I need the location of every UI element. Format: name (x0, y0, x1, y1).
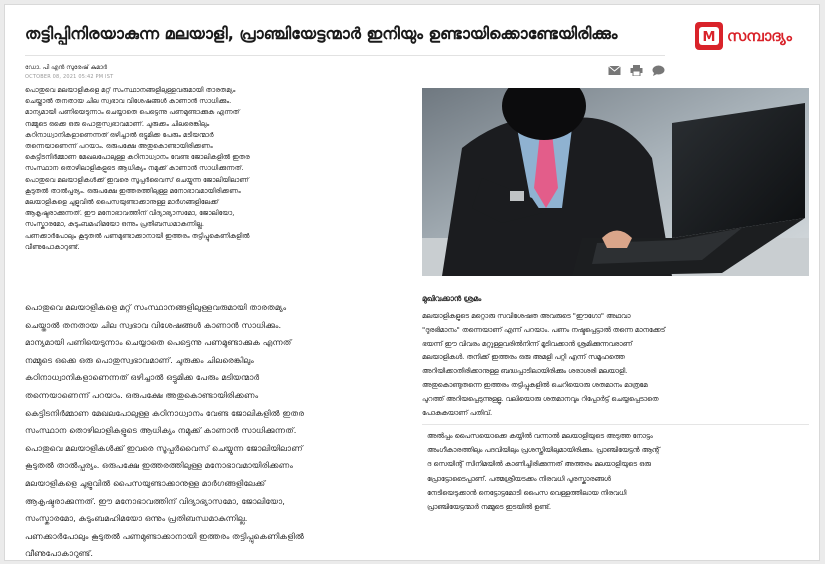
quote-line: നേടിയെടുക്കാൻ നെട്ടോട്ടമോടി പൈസ വെള്ളത്തിലായ നിരവധി (427, 488, 627, 497)
article-body-right (422, 310, 809, 420)
body-line: സംസ്കാരമോ, കുടുംബമഹിമയോ ഒന്നും പ്രതിബന്ധമാകുന്നില്ല. (25, 220, 205, 229)
body-line: പൊതുവെ മലയാളികളെ മറ്റ് സംസ്ഥാനങ്ങളിലുള്ളവരുമായി താരതമ്യം (25, 86, 236, 94)
body-line: ചെയ്താൽ തനതായ ചില സ്വഭാവ വിശേഷങ്ങൾ കാണാൻ സാധിക്കും. (25, 97, 232, 106)
body-line: ഭയന്ന് ഈ വിവരം മറ്റുള്ളവരിൽനിന്ന് മൂടിവക്കാൻ ശ്രമിക്കുന്നവരാണ് (422, 339, 633, 348)
body-line: നമ്മുടെ ഒക്കെ ഒരു പൊതുസ്വഭാവമാണ്. ചുരുക്കം ചിലരെങ്കിലും (25, 119, 210, 128)
header-divider (25, 55, 665, 56)
body-line: അതുകൊണ്ടുതന്നെ ഇത്തരം തട്ടിപ്പുകളിൽ ചെറിയൊരു ശതമാനം മാത്രമേ (422, 380, 648, 389)
body-line: കഠിനാധ്വാനികളാണെന്നത് ഒഴിച്ചാൽ ഒട്ടുമിക്ക പേരും മടിയന്മാർ (25, 130, 214, 139)
article-page (4, 4, 820, 561)
masked-man-laptop-image (422, 88, 809, 276)
body-line: ആകൃഷ്ടരാക്കുന്നത്. ഈ മനോഭാവത്തിന് വിദ്യാഭ്യാസമോ, ജോലിയോ, (25, 209, 235, 218)
section-divider (422, 424, 809, 425)
logo-m-icon (698, 26, 720, 46)
quote-line: പ്രോട്ടോടൈപ്പാണ്. പത്മശ്രീയടക്കം നിരവധി പുരസ്കാരങ്ങൾ (427, 474, 611, 483)
article-headline: തട്ടിപ്പിനിരയാകുന്ന മലയാളി, പ്രാഞ്ചിയേട്ടന്മാർ ഇനിയും ഉണ്ടായിക്കൊണ്ടേയിരിക്കും (25, 24, 618, 43)
body-line: സംസ്ഥാന തൊഴിലാളികളുടെ ആധിക്യം നമുക്ക് കാണാൻ സാധിക്കുന്നത്. (25, 425, 297, 436)
quote-line: പ്രാഞ്ചിയേട്ടന്മാർ നമ്മുടെ ഇടയിൽ ഉണ്ട്. (427, 503, 551, 512)
body-line: അറിയിക്കാതിരിക്കാനുള്ള ബദ്ധപ്പാടിലായിരിക്കും ശരാശരി മലയാളി. (422, 367, 628, 376)
body-line: വീണുപോകാറുണ്ട്. (25, 242, 80, 251)
body-line: പൊതുവെ മലയാളികൾക്ക് ഇവരെ സൂപ്പർവൈസ് ചെയ്യുന്ന ജോലിയിലാണ് (25, 175, 249, 184)
body-line: പൊതുവെ മലയാളികളെ മറ്റ് സംസ്ഥാനങ്ങളിലുള്ളവരുമായി താരതമ്യം (25, 302, 287, 312)
body-line: ചെയ്താൽ തനതായ ചില സ്വഭാവ വിശേഷങ്ങൾ കാണാൻ സാധിക്കും. (25, 319, 282, 330)
site-logo[interactable] (695, 22, 792, 50)
body-line: കൂടുതൽ താൽപ്പര്യം. ഒരുപക്ഷേ ഇത്തരത്തിലുള്ള മനോഭാവമായിരിക്കണം (25, 186, 241, 195)
quote-line: അൽപ്പം പൈസയൊക്കെ കയ്യിൽ വന്നാൽ മലയാളിയുടെ അടുത്ത നോട്ടം (427, 432, 653, 440)
article-photo[interactable] (422, 88, 809, 276)
comment-icon[interactable] (652, 65, 665, 76)
body-line: "ദുരഭിമാനം" തന്നെയാണ് എന്ന് പറയാം. പണം നഷ്ടപ്പെട്ടാൽ തന്നെ മാനക്കേട് (422, 325, 666, 334)
body-line: സംസ്കാരമോ, കുടുംബമഹിമയോ ഒന്നും പ്രതിബന്ധമാകുന്നില്ല. (25, 513, 248, 524)
body-line: മലയാളികൾ. തനിക്ക് ഇത്തരം ഒരു അമളി പറ്റി എന്ന് സമൂഹത്തെ (422, 353, 625, 362)
body-line: പുറത്ത് അറിയപ്പെടുന്നുള്ളൂ. വലിയൊരു ശതമാനവും റിപ്പോർട്ട് ചെയ്യപ്പെടാതെ (422, 394, 659, 403)
body-line: പൊതുവെ മലയാളികൾക്ക് ഇവരെ സൂപ്പർവൈസ് ചെയ്യുന്ന ജോലിയിലാണ് (25, 442, 303, 453)
body-line: തന്നെയാണെന്ന് പറയാം. ഒരുപക്ഷേ അതുകൊണ്ടായിരിക്കണം (25, 389, 259, 400)
body-line: കഠിനാധ്വാനികളാണെന്നത് ഒഴിച്ചാൽ ഒട്ടുമിക്ക പേരും മടിയന്മാർ (25, 372, 260, 383)
body-line: മലയാളികളുടെ മറ്റൊരു സവിശേഷത അവരുടെ "ഈഗോ" അഥവാ (422, 312, 631, 320)
mail-icon[interactable] (608, 65, 621, 76)
body-line: കെട്ടിടനിർമ്മാണ മേഖലപോലുള്ള കഠിനാധ്വാനം വേണ്ട ജോലികളിൽ ഇതര (25, 407, 305, 418)
publish-date: OCTOBER 08, 2021 05:42 PM IST (25, 74, 114, 80)
share-toolbar (608, 65, 665, 76)
logo-letter: M (702, 30, 716, 45)
print-icon[interactable] (630, 65, 643, 76)
body-line: മലയാളികളെ ചുളുവിൽ പൈസയുണ്ടാക്കാനുള്ള മാർഗങ്ങളിലേക്ക് (25, 477, 266, 488)
body-line: കെട്ടിടനിർമ്മാണ മേഖലപോലുള്ള കഠിനാധ്വാനം വേണ്ട ജോലികളിൽ ഇതര (25, 153, 250, 162)
body-line: പണക്കാർപോലും കൂടുതൽ പണമുണ്ടാക്കാനായി ഇത്തരം തട്ടിപ്പുകെണികളിൽ (25, 530, 304, 541)
body-line: സംസ്ഥാന തൊഴിലാളികളുടെ ആധിക്യം നമുക്ക് കാണാൻ സാധിക്കുന്നത്. (25, 164, 244, 173)
body-line: മലയാളികളെ ചുളുവിൽ പൈസയുണ്ടാക്കാനുള്ള മാർഗങ്ങളിലേക്ക് (25, 198, 219, 207)
logo-text: സമ്പാദ്യം (727, 27, 792, 45)
body-line: മാന്യമായി പണിയെടുന്നാം ചെയ്യാതെ പെട്ടെന്നു പണമുണ്ടാക്കുക എന്നത് (25, 337, 292, 348)
logo-mark (695, 22, 723, 50)
author-name: ഡോ. പി എൻ സുരേഷ് കുമാർ (25, 64, 108, 71)
body-line: മാന്യമായി പണിയെടുന്നാം ചെയ്യാതെ പെട്ടെന്നു പണമുണ്ടാക്കുക എന്നത് (25, 108, 240, 117)
pull-quote (427, 429, 805, 514)
body-line: കൂടുതൽ താൽപ്പര്യം. ഒരുപക്ഷേ ഇത്തരത്തിലുള്ള മനോഭാവമായിരിക്കണം (25, 460, 293, 471)
photo-caption: മുഖിവക്കാൻ ശ്രമം (422, 294, 482, 303)
body-line: തന്നെയാണെന്ന് പറയാം. ഒരുപക്ഷേ അതുകൊണ്ടായിരിക്കണം (25, 142, 213, 151)
quote-line: ദ സെയിന്റ് സിനിമയിൽ കാണിച്ചിരിക്കുന്നത് അത്തരം മലയാളിയുടെ ഒരു (427, 460, 651, 469)
quote-line: അംഗീകാരത്തിലും പദവിയിലും പ്രശസ്തിയിലുമായിരിക്കും. പ്രാഞ്ചിയേട്ടൻ ആന്റ് (427, 446, 660, 455)
body-line: വീണുപോകാറുണ്ട്. (25, 548, 93, 559)
article-body-large (25, 299, 403, 563)
body-line: ആകൃഷ്ടരാക്കുന്നത്. ഈ മനോഭാവത്തിന് വിദ്യാഭ്യാസമോ, ജോലിയോ, (25, 495, 285, 506)
body-line: പോകുകയാണ് പതിവ്. (422, 408, 493, 417)
body-line: പണക്കാർപോലും കൂടുതൽ പണമുണ്ടാക്കാനായി ഇത്തരം തട്ടിപ്പുകെണികളിൽ (25, 231, 250, 240)
article-body-small (25, 85, 403, 253)
body-line: നമ്മുടെ ഒക്കെ ഒരു പൊതുസ്വഭാവമാണ്. ചുരുക്കം ചിലരെങ്കിലും (25, 354, 254, 365)
